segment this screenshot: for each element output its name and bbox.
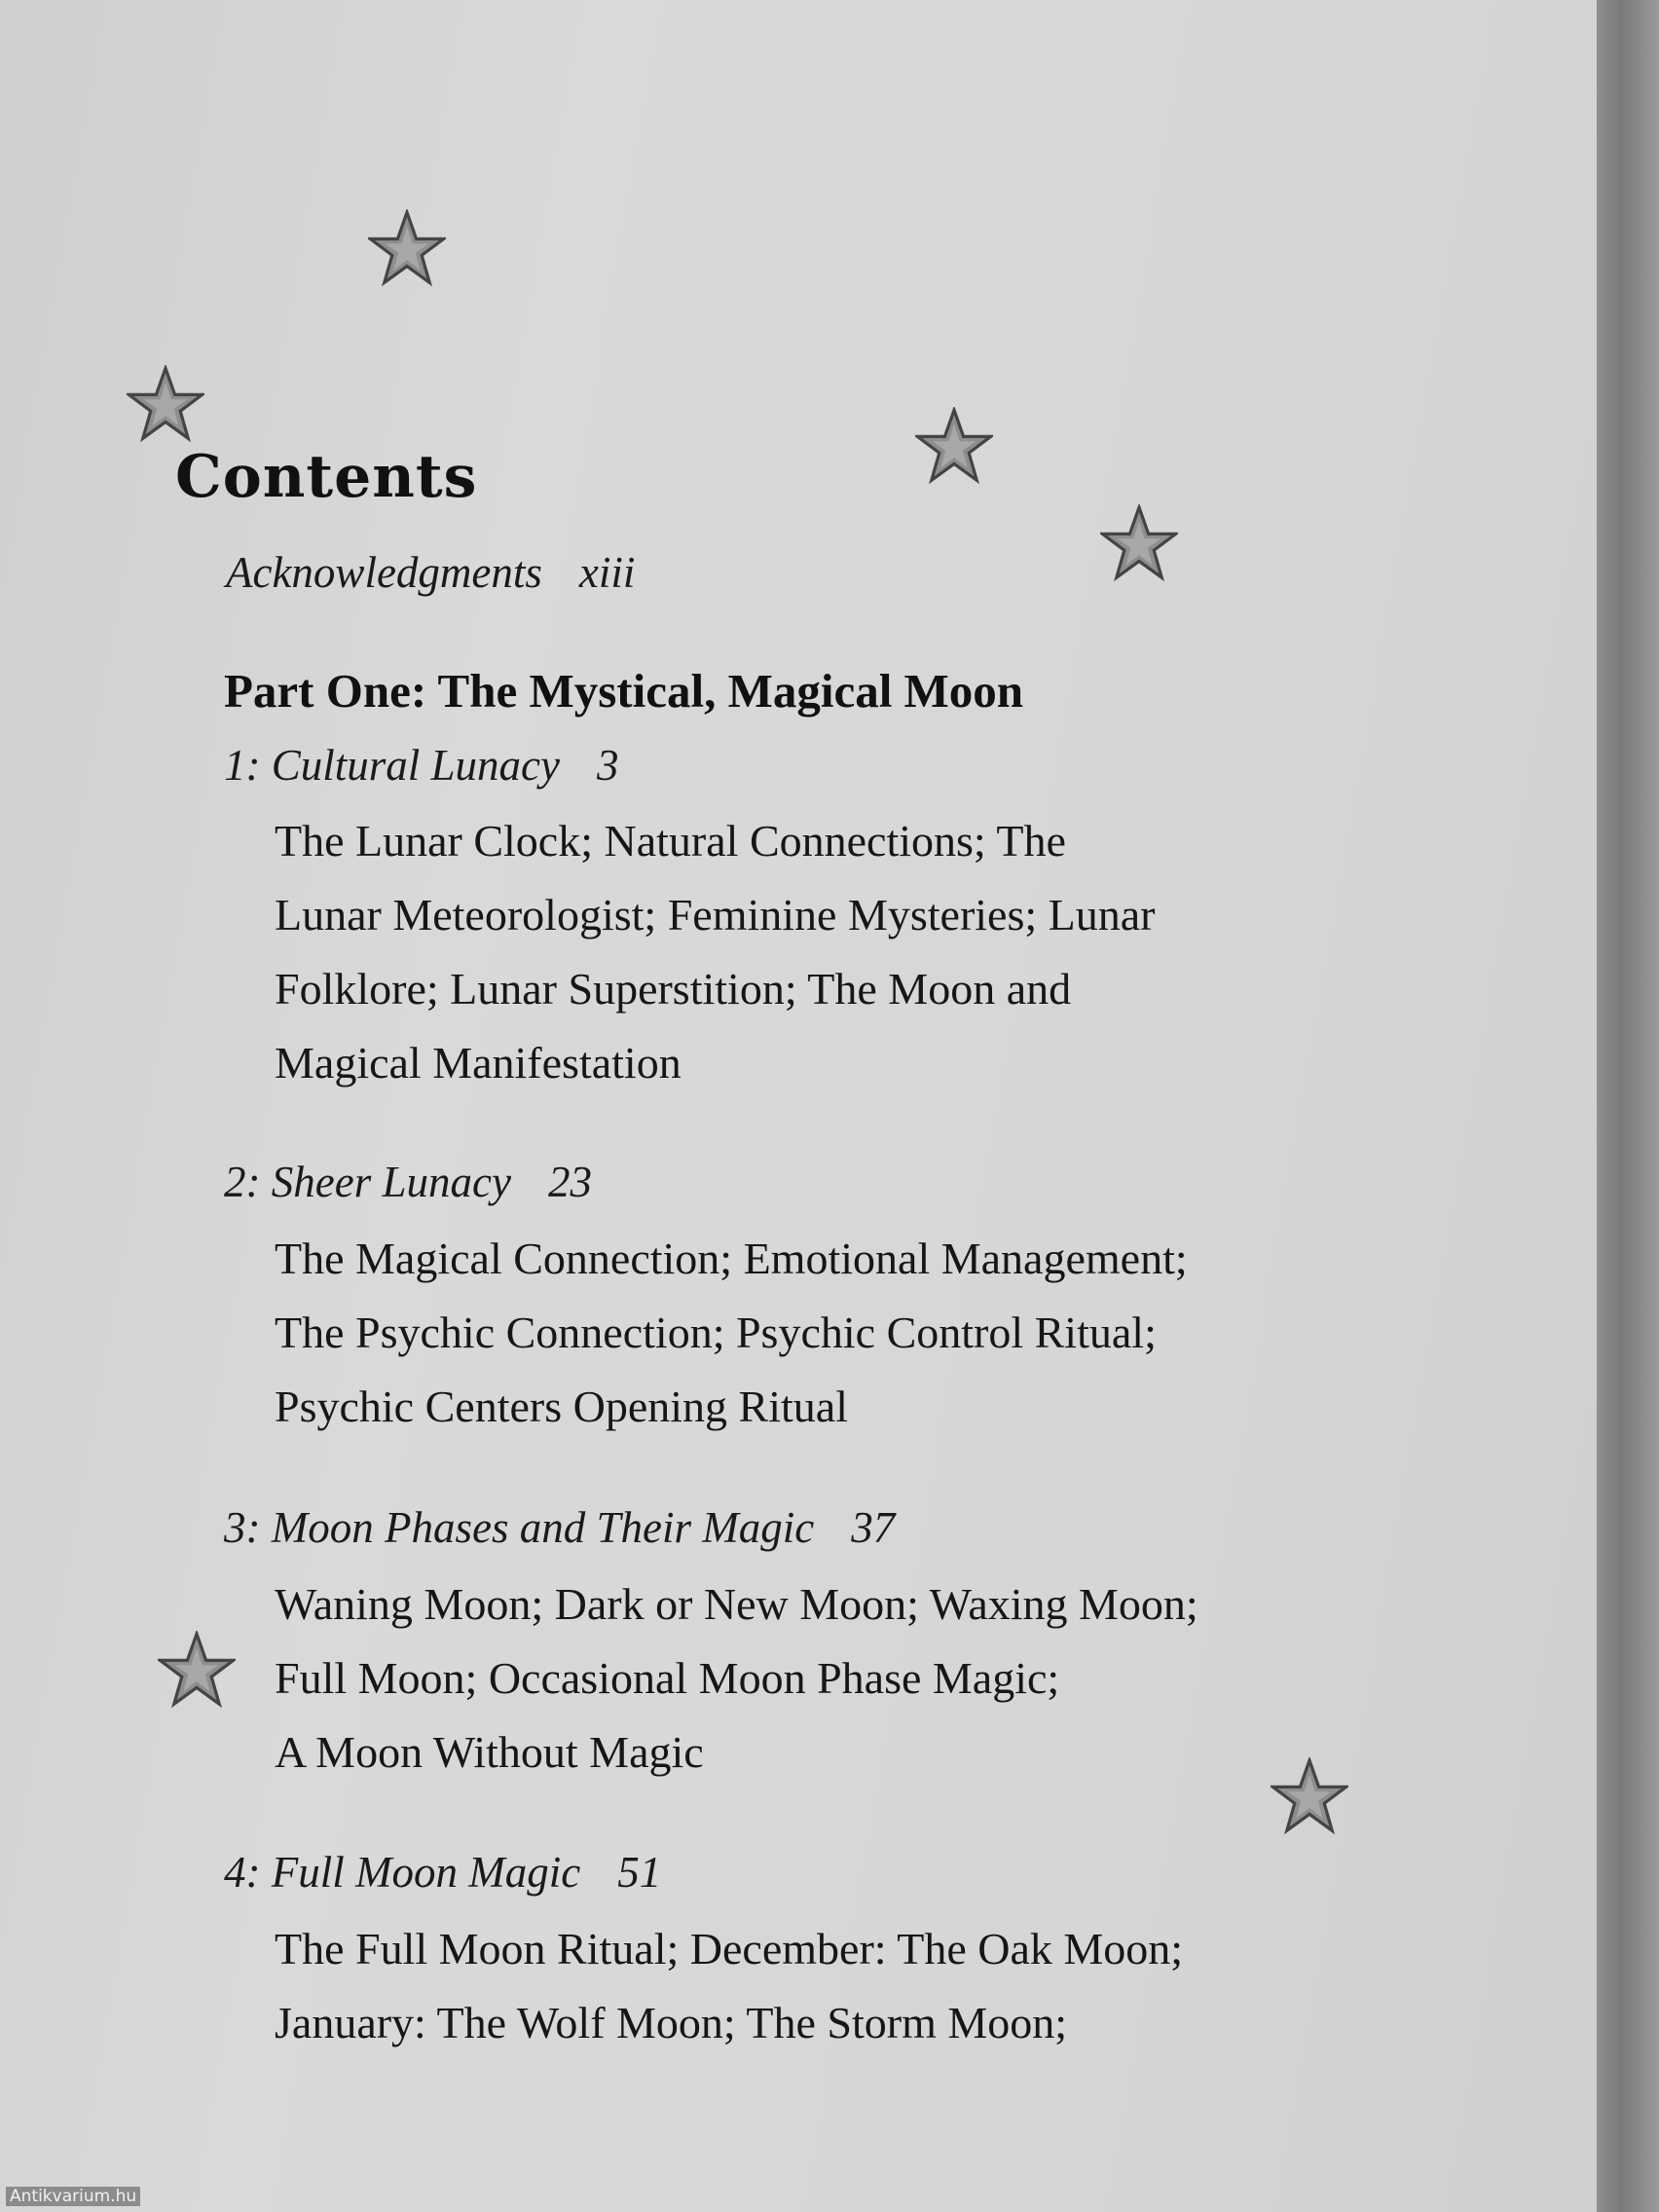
chapter-sections: [275, 1912, 1375, 2060]
watermark: Antikvarium.hu: [6, 2187, 140, 2206]
chapter-sections: [275, 1567, 1375, 1789]
toc-entry-acknowledgments: [226, 547, 635, 598]
toc-page-number: xiii: [578, 548, 636, 597]
part-heading: Part One: The Mystical, Magical Moon: [224, 664, 1024, 718]
chapter-title: Full Moon Magic: [271, 1848, 581, 1897]
toc-entry-label: Acknowledgments: [226, 548, 542, 597]
chapter-page-number: 23: [547, 1158, 592, 1206]
section-line: Magical Manifestation: [275, 1038, 682, 1088]
section-line: January: The Wolf Moon; The Storm Moon;: [275, 1998, 1068, 2047]
chapter-heading: [224, 1847, 661, 1898]
chapter-number: 4:: [224, 1848, 261, 1897]
page-edge: [1597, 0, 1659, 2212]
section-line: The Psychic Connection; Psychic Control Ritual;: [275, 1308, 1157, 1357]
chapter-page-number: 37: [851, 1503, 896, 1552]
chapter-title: Sheer Lunacy: [271, 1158, 511, 1206]
chapter-number: 1:: [224, 741, 261, 790]
section-line: A Moon Without Magic: [275, 1727, 704, 1777]
chapter-number: 3:: [224, 1503, 261, 1552]
chapter-number: 2:: [224, 1158, 261, 1206]
section-line: The Lunar Clock; Natural Connections; The: [275, 816, 1066, 866]
chapter-title: Moon Phases and Their Magic: [271, 1503, 815, 1552]
star-icon: [368, 209, 446, 287]
chapter-heading: [224, 1502, 895, 1553]
star-icon: [127, 365, 204, 443]
section-line: The Full Moon Ritual; December: The Oak Moon;: [275, 1924, 1184, 1973]
chapter-title: Cultural Lunacy: [271, 741, 561, 790]
section-line: Lunar Meteorologist; Feminine Mysteries; Lunar: [275, 890, 1156, 940]
star-icon: [158, 1631, 236, 1709]
section-line: Psychic Centers Opening Ritual: [275, 1382, 848, 1431]
page-title: Contents: [175, 443, 478, 511]
chapter-page-number: 3: [597, 741, 619, 790]
section-line: Folklore; Lunar Superstition; The Moon and: [275, 964, 1072, 1014]
chapter-sections: [275, 804, 1375, 1100]
chapter-sections: [275, 1222, 1375, 1444]
section-line: Full Moon; Occasional Moon Phase Magic;: [275, 1653, 1060, 1703]
section-line: Waning Moon; Dark or New Moon; Waxing Moon;: [275, 1579, 1198, 1629]
chapter-page-number: 51: [617, 1848, 662, 1897]
chapter-heading: [224, 1157, 592, 1207]
chapter-heading: [224, 740, 619, 791]
section-line: The Magical Connection; Emotional Management;: [275, 1234, 1188, 1283]
star-icon: [1100, 504, 1178, 582]
star-icon: [915, 407, 993, 485]
